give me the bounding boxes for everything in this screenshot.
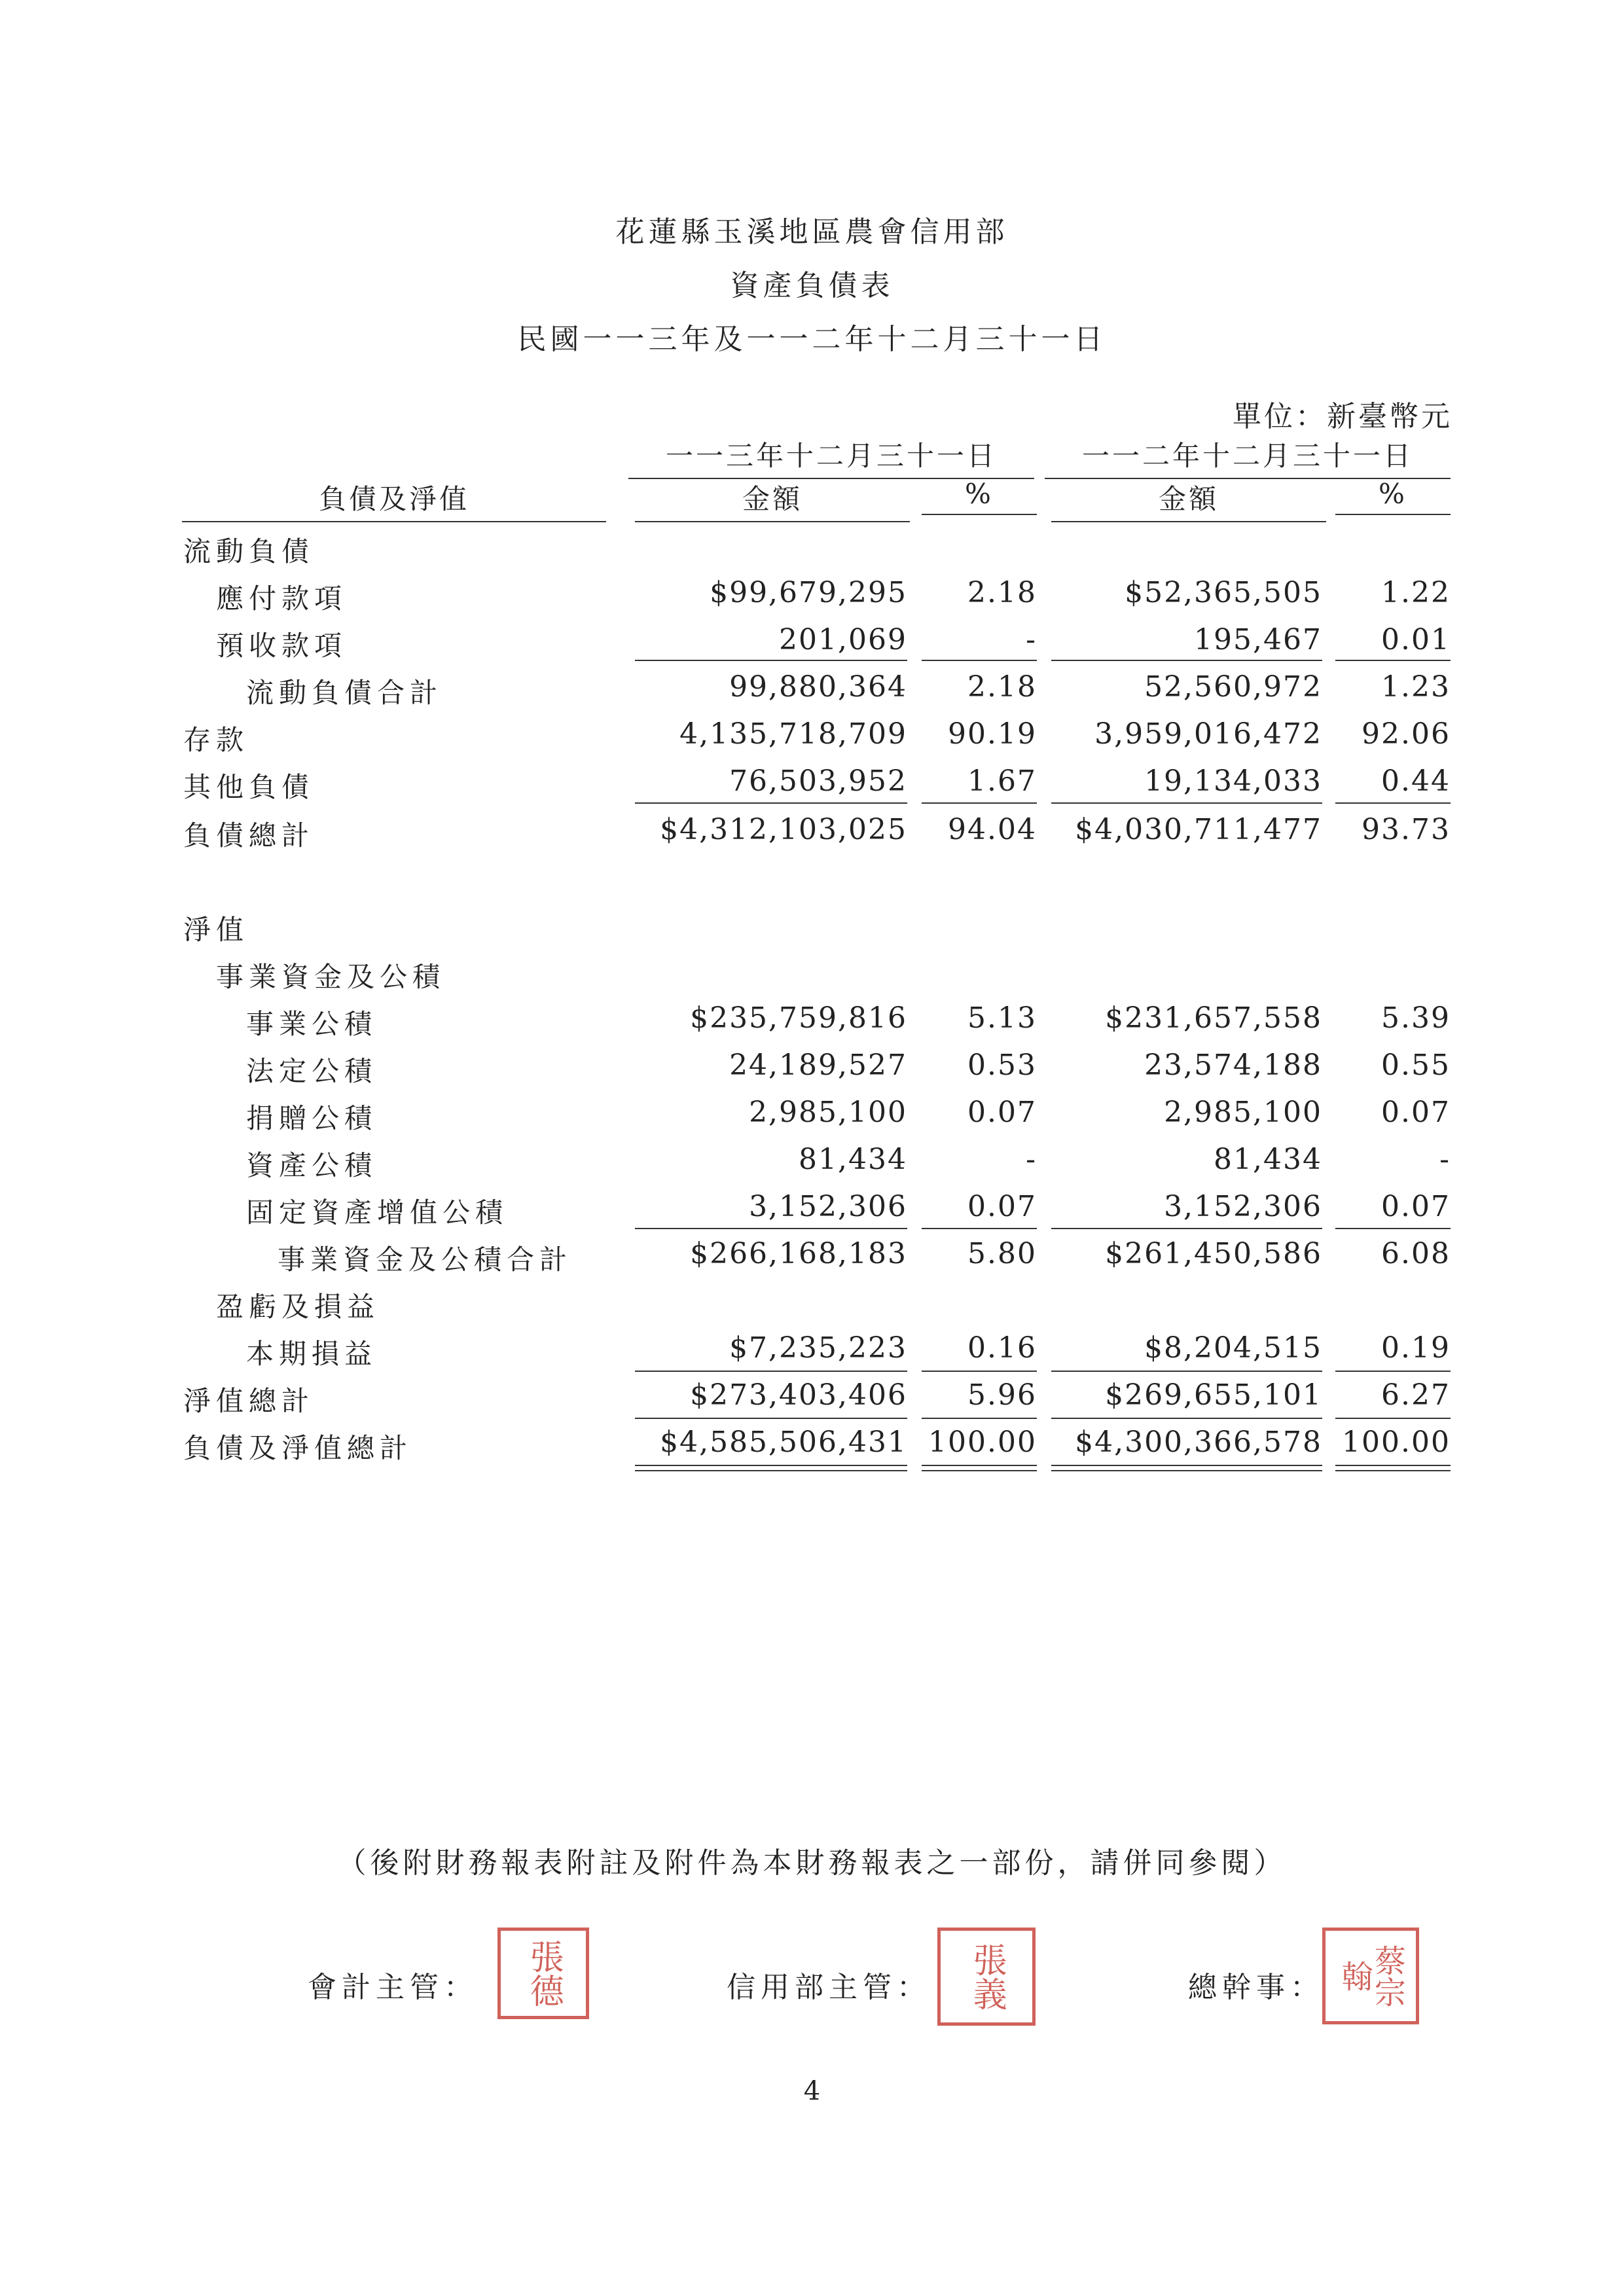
row-label: 淨值 (183, 914, 249, 946)
percent-2024: 0.16 (967, 1331, 1037, 1365)
row-label: 負債及淨值總計 (183, 1432, 413, 1464)
year2-header: 一一二年十二月三十一日 (1045, 435, 1451, 479)
amount-2023: 19,134,033 (1144, 764, 1322, 798)
table-row (0, 713, 1624, 761)
subtotal-underline (922, 1228, 1037, 1229)
row-label: 存款 (183, 724, 249, 756)
row-label: 法定公積 (246, 1055, 378, 1087)
percent-2024: 90.19 (948, 717, 1037, 751)
amount-2023: 195,467 (1194, 623, 1322, 656)
percent-2024: 100.00 (928, 1426, 1037, 1459)
table-row (0, 666, 1624, 713)
percent-2024: 5.13 (967, 1001, 1037, 1035)
percent-2023: 93.73 (1362, 813, 1451, 846)
row-label: 本期損益 (246, 1338, 378, 1370)
table-row (0, 1327, 1624, 1374)
amount-2023: $269,655,101 (1105, 1378, 1322, 1412)
amount-2023: $4,300,366,578 (1075, 1426, 1322, 1459)
row-label: 資產公積 (246, 1149, 378, 1181)
subtotal-underline (635, 1371, 907, 1372)
accounting-supervisor-label: 會計主管： (308, 1971, 478, 2004)
percent-2023: 0.07 (1381, 1096, 1451, 1129)
report-title: 資產負債表 (730, 269, 894, 302)
subtotal-underline (922, 660, 1037, 661)
table-row (0, 1186, 1624, 1233)
table-row (0, 903, 1624, 950)
subtotal-underline (922, 802, 1037, 804)
credit-supervisor-label: 信用部主管： (727, 1971, 931, 2004)
subtotal-underline (635, 1418, 907, 1419)
subtotal-underline (1051, 802, 1322, 804)
percent-2024: 0.07 (967, 1190, 1037, 1223)
amount-2023: 3,959,016,472 (1094, 717, 1322, 751)
subtotal-underline (1051, 660, 1322, 661)
subtotal-underline (922, 1371, 1037, 1372)
row-label: 盈虧及損益 (216, 1291, 380, 1323)
amount-2024: $99,679,295 (710, 576, 907, 609)
amount-2023: $261,450,586 (1105, 1237, 1322, 1270)
table-row (0, 572, 1624, 619)
row-label: 應付款項 (216, 583, 348, 615)
amount-2023: 3,152,306 (1164, 1190, 1322, 1223)
subtotal-underline (922, 1418, 1037, 1419)
percent-2023: 1.22 (1381, 576, 1451, 609)
amount-2023: $52,365,505 (1125, 576, 1322, 609)
row-label: 其他負債 (183, 771, 315, 803)
table-row (0, 525, 1624, 572)
table-row (0, 1374, 1624, 1422)
table-row (0, 1139, 1624, 1186)
seal-text: 張德 (524, 1939, 564, 2007)
seal-text: 張義 (967, 1943, 1007, 2011)
percent-2023: 0.19 (1381, 1331, 1451, 1365)
total-double-underline (922, 1465, 1037, 1471)
percent-2023: 0.07 (1381, 1190, 1451, 1223)
subtotal-underline (635, 802, 907, 804)
amount-2024: $4,585,506,431 (660, 1426, 907, 1459)
percent-2023: 1.23 (1381, 670, 1451, 704)
report-period: 民國一一三年及一一二年十二月三十一日 (517, 323, 1107, 356)
percent-2023: 0.44 (1381, 764, 1451, 798)
year2-percent-header: % (1335, 478, 1451, 515)
row-label: 流動負債 (183, 535, 315, 567)
subtotal-underline (1335, 660, 1451, 661)
seal-stamp-icon (1322, 1928, 1419, 2024)
row-label: 捐贈公積 (246, 1102, 378, 1134)
seal-stamp-icon (497, 1928, 589, 2019)
amount-2023: 52,560,972 (1144, 670, 1322, 704)
percent-2024: - (1026, 623, 1037, 656)
table-row (0, 1280, 1624, 1327)
amount-2024: 99,880,364 (729, 670, 907, 704)
subtotal-underline (635, 660, 907, 661)
year1-header: 一一三年十二月三十一日 (628, 435, 1034, 479)
seal-stamp-icon (937, 1928, 1036, 2026)
total-double-underline (1051, 1465, 1322, 1471)
table-row (0, 1045, 1624, 1092)
percent-2023: 100.00 (1342, 1426, 1451, 1459)
currency-unit: 單位：新臺幣元 (1233, 400, 1453, 433)
year2-amount-header: 金額 (1051, 478, 1326, 522)
percent-2023: 0.01 (1381, 623, 1451, 656)
amount-2024: 201,069 (779, 623, 907, 656)
total-double-underline (635, 1465, 907, 1471)
percent-2024: 5.96 (967, 1378, 1037, 1412)
percent-2024: 94.04 (948, 813, 1037, 846)
subtotal-underline (1051, 1418, 1322, 1419)
row-label: 事業資金及公積合計 (278, 1244, 573, 1276)
amount-2024: $266,168,183 (690, 1237, 907, 1270)
subtotal-underline (1051, 1228, 1322, 1229)
percent-2023: 6.08 (1381, 1237, 1451, 1270)
label-column-header: 負債及淨值 (182, 478, 606, 522)
row-label: 事業資金及公積 (216, 961, 446, 993)
row-label: 預收款項 (216, 630, 348, 662)
percent-2024: 2.18 (967, 670, 1037, 704)
table-row (0, 1422, 1624, 1469)
subtotal-underline (1335, 1418, 1451, 1419)
row-label: 負債總計 (183, 819, 315, 852)
table-row (0, 997, 1624, 1045)
subtotal-underline (1335, 1371, 1451, 1372)
general-manager-label: 總幹事： (1188, 1971, 1324, 2004)
footnote: （後附財務報表附註及附件為本財務報表之一部份，請併同參閱） (337, 1846, 1287, 1880)
percent-2024: 0.53 (967, 1049, 1037, 1082)
percent-2024: 5.80 (967, 1237, 1037, 1270)
row-label: 流動負債合計 (246, 677, 443, 709)
amount-2023: 2,985,100 (1164, 1096, 1322, 1129)
percent-2024: 2.18 (967, 576, 1037, 609)
table-row (0, 950, 1624, 997)
amount-2024: 4,135,718,709 (679, 717, 907, 751)
amount-2024: 76,503,952 (729, 764, 907, 798)
year1-percent-header: % (922, 478, 1037, 515)
total-double-underline (1335, 1465, 1451, 1471)
percent-2023: - (1439, 1143, 1451, 1176)
org-name: 花蓮縣玉溪地區農會信用部 (615, 215, 1009, 249)
table-row (0, 761, 1624, 808)
amount-2023: $231,657,558 (1105, 1001, 1322, 1035)
amount-2024: 3,152,306 (749, 1190, 907, 1223)
amount-2023: $8,204,515 (1144, 1331, 1322, 1365)
row-label: 事業公積 (246, 1008, 378, 1040)
subtotal-underline (1335, 1228, 1451, 1229)
percent-2023: 92.06 (1362, 717, 1451, 751)
amount-2024: $4,312,103,025 (660, 813, 907, 846)
amount-2024: $7,235,223 (729, 1331, 907, 1365)
year1-amount-header: 金額 (635, 478, 910, 522)
table-row (0, 1092, 1624, 1139)
percent-2023: 0.55 (1381, 1049, 1451, 1082)
percent-2024: - (1026, 1143, 1037, 1176)
page-number: 4 (803, 2076, 821, 2106)
subtotal-underline (1051, 1371, 1322, 1372)
table-row (0, 1233, 1624, 1280)
seal-text: 蔡宗翰 (1336, 1945, 1406, 2007)
amount-2023: $4,030,711,477 (1075, 813, 1322, 846)
row-label: 淨值總計 (183, 1385, 315, 1417)
percent-2023: 6.27 (1381, 1378, 1451, 1412)
table-row (0, 809, 1624, 856)
subtotal-underline (635, 1228, 907, 1229)
percent-2024: 1.67 (967, 764, 1037, 798)
amount-2024: 81,434 (799, 1143, 907, 1176)
amount-2024: $273,403,406 (690, 1378, 907, 1412)
percent-2023: 5.39 (1381, 1001, 1451, 1035)
amount-2023: 81,434 (1214, 1143, 1322, 1176)
amount-2024: 24,189,527 (729, 1049, 907, 1082)
amount-2023: 23,574,188 (1144, 1049, 1322, 1082)
percent-2024: 0.07 (967, 1096, 1037, 1129)
amount-2024: $235,759,816 (690, 1001, 907, 1035)
row-label: 固定資產增值公積 (246, 1196, 509, 1229)
amount-2024: 2,985,100 (749, 1096, 907, 1129)
subtotal-underline (1335, 802, 1451, 804)
